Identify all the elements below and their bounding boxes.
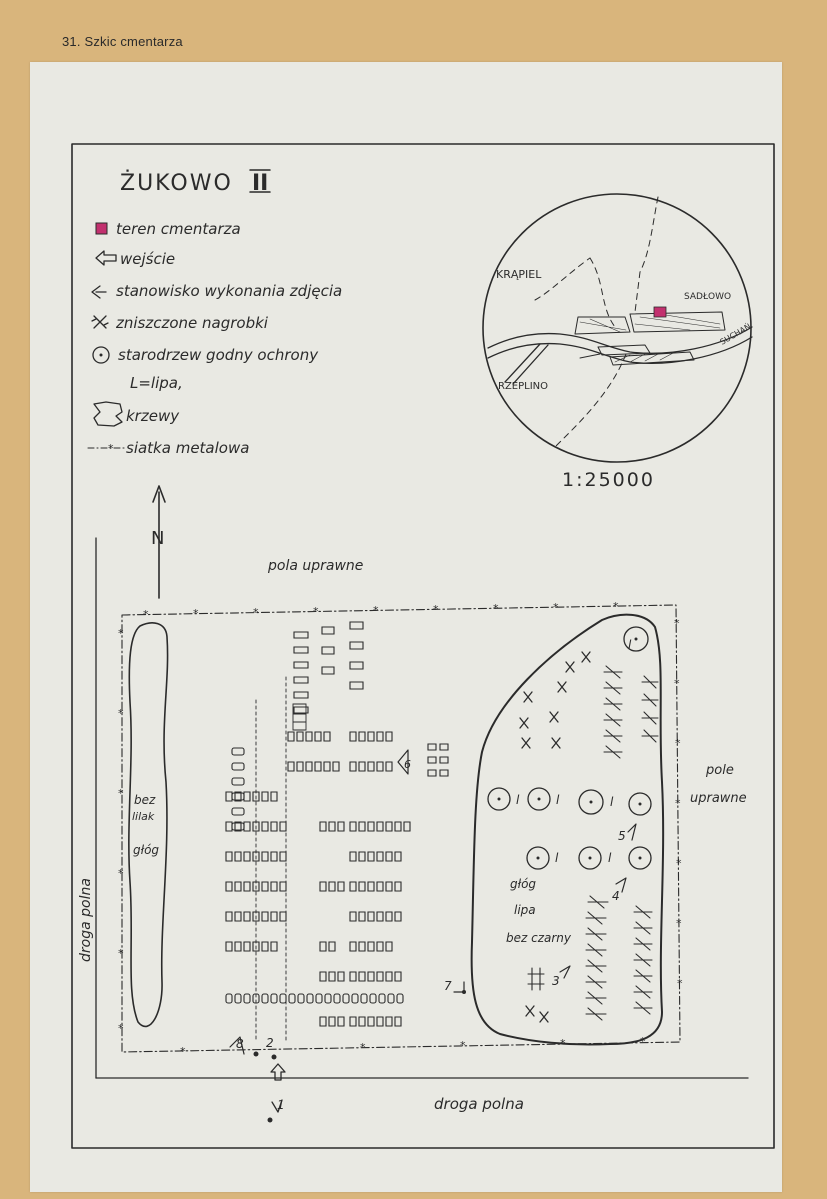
photo-station-label: 7 [444,979,452,993]
map-title: ŻUKOWO [120,171,233,196]
photo-station-label: 4 [612,889,620,903]
svg-text:*: * [118,1022,124,1035]
inset-place-suchan: SUCHAŃ [718,321,753,347]
location-inset [483,194,752,462]
photo-station-label: 1 [277,1098,285,1112]
svg-text:*: * [640,1035,646,1048]
grave-column-a [232,748,244,830]
label-road-left: droga polna [78,878,94,962]
svg-text:*: * [253,606,259,619]
photo-station-1 [268,1098,285,1123]
photo-station-icon [92,286,106,298]
map-sheet [30,62,782,1192]
destroyed-graves [520,652,590,1022]
label-shrub-left-1: bez [134,793,156,807]
label-shrub-right-2: lipa [514,903,536,917]
legend [88,220,342,457]
svg-text:*: * [674,617,680,630]
label-fields-right-1: pole [706,763,734,778]
shrubs-icon [94,402,122,426]
svg-text:*: * [143,608,149,621]
label-shrub-left-2: lilak [132,810,155,823]
svg-text:*: * [613,600,619,613]
entrance-arrow-icon [96,251,116,265]
tree-label-l: l [555,851,559,865]
label-fields-right-2: uprawne [690,791,747,806]
photo-station-label: 8 [236,1037,244,1051]
old-tree-icon [527,847,549,869]
svg-text:*: * [677,977,683,990]
cemetery-area-icon [96,223,107,234]
photo-station-4 [612,878,626,903]
svg-text:*: * [118,627,124,640]
photo-station-label: 2 [266,1036,274,1050]
tree-label-l: l [628,638,632,652]
photo-stations [230,750,636,1123]
inset-cemetery-marker [654,307,666,317]
legend-label-photo: stanowisko wykonania zdjęcia [116,282,343,300]
photo-station-label: 6 [404,758,411,771]
tree-label-l: l [556,793,560,807]
shrub-strip-left [129,623,168,1027]
photo-station-5 [618,824,636,843]
legend-label-linden: L=lipa, [130,374,183,392]
old-tree-icon [488,788,510,810]
north-label: N [151,528,165,549]
old-tree-icon [579,847,601,869]
old-tree-icon [528,788,550,810]
scale-label: 1:25000 [562,469,655,491]
label-shrub-left-3: głóg [133,843,160,857]
svg-text:*: * [118,787,124,800]
label-fields-top: pola uprawne [268,558,364,574]
old-tree-icon [629,847,651,869]
page-caption: 31. Szkic cmentarza [62,34,183,49]
svg-text:*: * [118,867,124,880]
photo-station-3 [552,966,570,988]
tree-label-l: l [608,851,612,865]
grave-row-bottom [226,994,403,1003]
north-arrow-icon [151,486,165,598]
svg-text:*: * [493,602,499,615]
svg-text:*: * [675,737,681,750]
svg-text:*: * [118,947,124,960]
inset-place-krapiel: KRĄPIEL [496,268,542,281]
photo-station-6 [398,750,411,774]
label-shrub-right-1: głóg [510,877,537,891]
legend-label-old-trees: starodrzew godny ochrony [118,346,319,364]
legend-label-entrance: wejście [120,250,176,268]
protected-old-trees [488,627,651,869]
photo-station-label: 5 [618,829,626,843]
tree-label-l: l [610,795,614,809]
svg-text:*: * [676,917,682,930]
svg-text:*: * [180,1045,186,1058]
legend-label-cemetery: teren cmentarza [116,220,241,238]
destroyed-grave-columns [528,666,658,1020]
old-tree-icon [629,793,651,815]
grave-rows [226,622,448,1026]
inset-place-sadlowo: SADŁOWO [684,292,732,302]
label-road-bottom: droga polna [434,1095,524,1113]
svg-text:*: * [360,1041,366,1054]
map-title-numeral: II [252,171,269,196]
svg-text:*: * [560,1037,566,1050]
legend-label-fence: siatka metalowa [126,439,250,457]
label-shrub-right-3: bez czarny [506,931,572,945]
svg-text:*: * [373,604,379,617]
grave-block-center [288,622,410,1026]
photo-station-7 [444,979,466,994]
legend-label-shrubs: krzewy [126,407,180,425]
photo-station-label: 3 [552,974,560,988]
old-tree-icon [579,790,603,814]
svg-text:*: * [675,797,681,810]
svg-text:*: * [676,857,682,870]
photo-station-2 [266,1036,277,1060]
svg-text:*: * [460,1039,466,1052]
old-tree-icon [93,347,109,363]
fence-icon [88,442,124,455]
svg-text:*: * [118,707,124,720]
photo-station-8 [230,1037,259,1057]
cemetery-sketch-map [30,62,782,1192]
svg-text:*: * [313,605,319,618]
tree-label-l: l [516,793,520,807]
svg-text:*: * [193,607,199,620]
grave-group-small [428,744,448,776]
inset-place-rzeplino: RZEPLINO [498,381,549,392]
svg-text:*: * [674,677,680,690]
destroyed-graves-icon [92,316,108,328]
svg-text:*: * [433,603,439,616]
svg-text:*: * [553,601,559,614]
legend-label-destroyed: zniszczone nagrobki [116,314,268,332]
svg-text:*: * [108,442,114,455]
